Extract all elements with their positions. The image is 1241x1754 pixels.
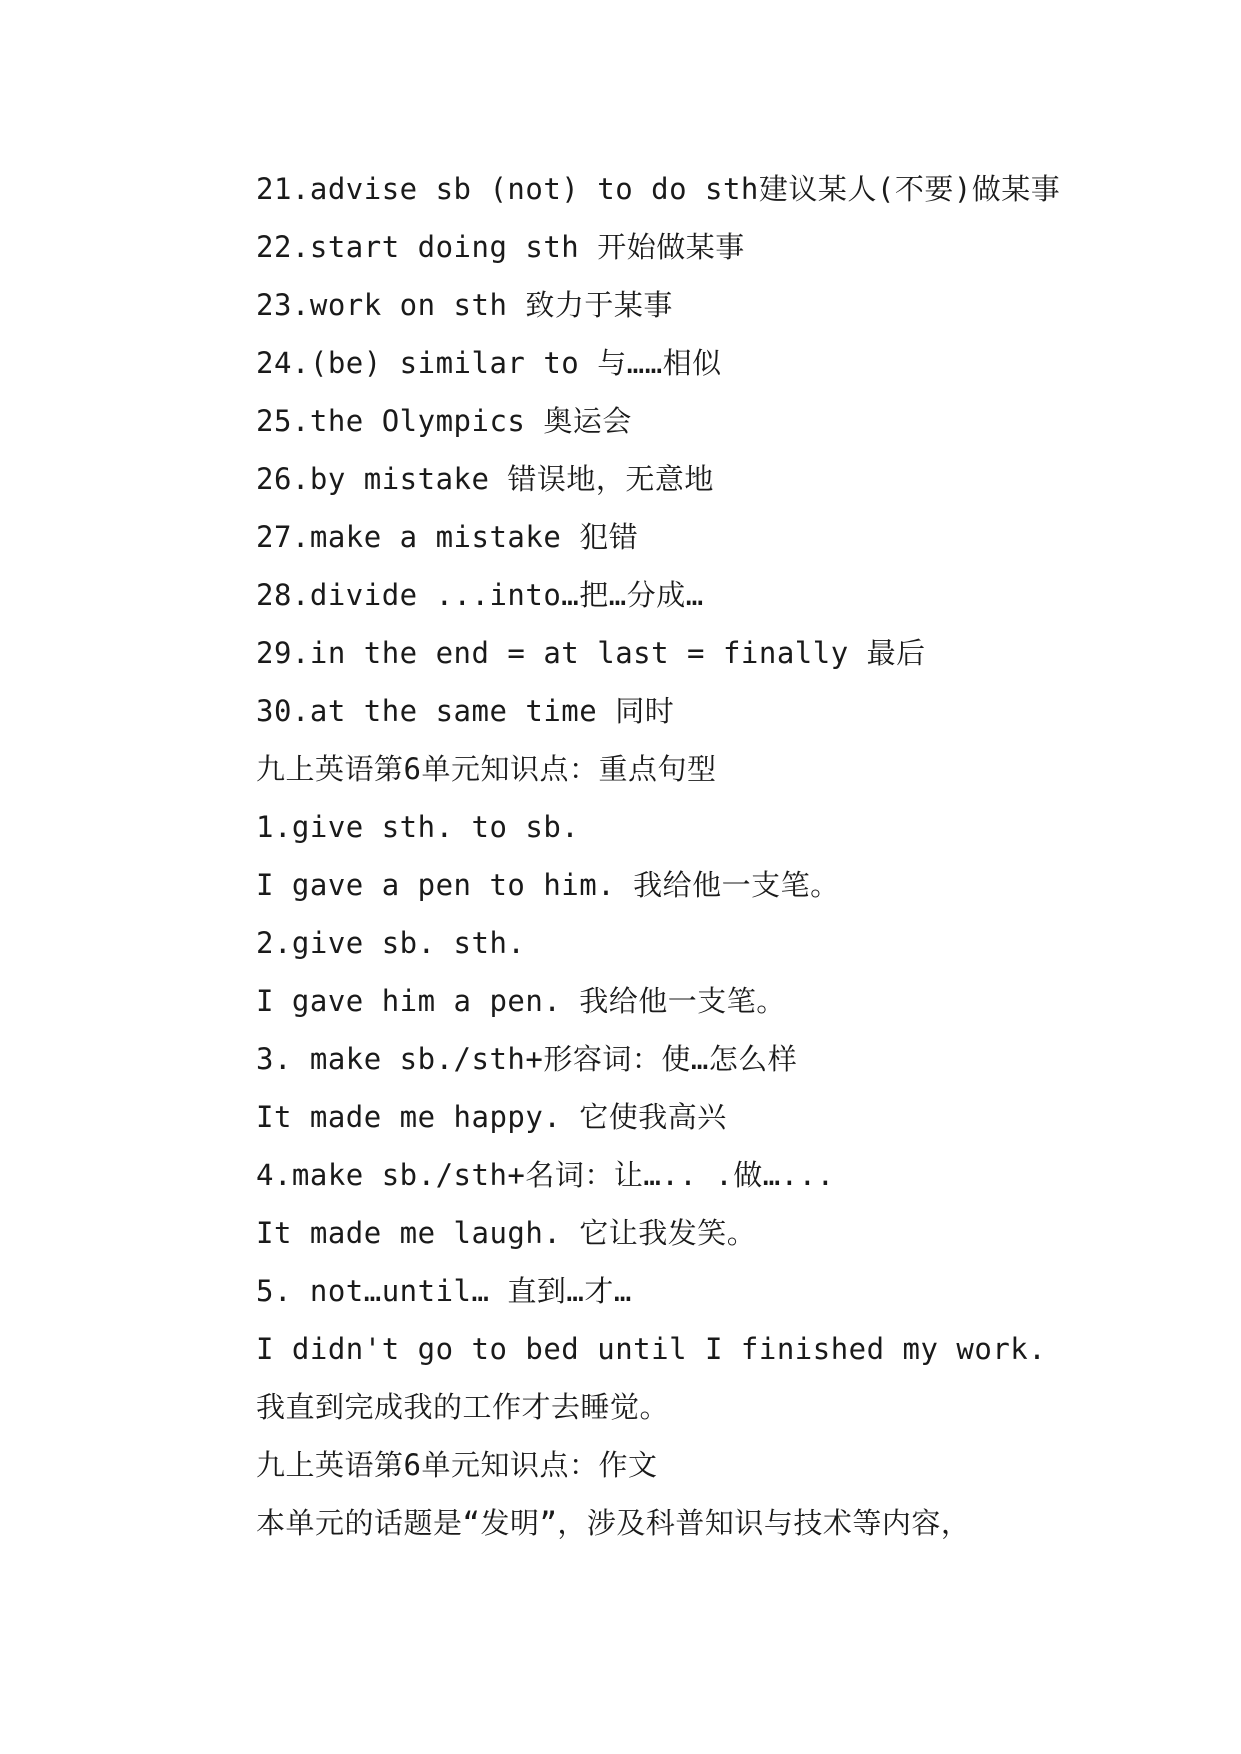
- example-line-5-english: I didn't go to bed until I finished my work.: [256, 1332, 1047, 1366]
- phrase-line-23: 23.work on sth 致力于某事: [256, 288, 673, 322]
- phrase-line-25: 25.the Olympics 奥运会: [256, 404, 632, 438]
- phrase-line-24: 24.(be) similar to 与……相似: [256, 346, 722, 380]
- phrase-line-26: 26.by mistake 错误地，无意地: [256, 462, 714, 496]
- example-line-2: I gave him a pen. 我给他一支笔。: [256, 984, 786, 1018]
- example-line-4: It made me laugh. 它让我发笑。: [256, 1216, 757, 1250]
- document-body: [256, 160, 1156, 1552]
- example-line-5-chinese: 我直到完成我的工作才去睡觉。: [256, 1390, 670, 1424]
- phrase-line-28: 28.divide ...into…把…分成…: [256, 578, 704, 612]
- composition-intro-line: 本单元的话题是“发明”，涉及科普知识与技术等内容，: [256, 1506, 971, 1540]
- pattern-line-4: 4.make sb./sth+名词：让….. .做…...: [256, 1158, 835, 1192]
- pattern-line-3: 3. make sb./sth+形容词：使…怎么样: [256, 1042, 798, 1076]
- pattern-line-5: 5. not…until… 直到…才…: [256, 1274, 632, 1308]
- phrase-line-30: 30.at the same time 同时: [256, 694, 675, 728]
- pattern-line-2: 2.give sb. sth.: [256, 926, 526, 960]
- phrase-line-27: 27.make a mistake 犯错: [256, 520, 639, 554]
- section-heading-composition: 九上英语第6单元知识点：作文: [256, 1448, 658, 1482]
- section-heading-sentence-patterns: 九上英语第6单元知识点：重点句型: [256, 752, 717, 786]
- phrase-line-22: 22.start doing sth 开始做某事: [256, 230, 745, 264]
- example-line-1: I gave a pen to him. 我给他一支笔。: [256, 868, 840, 902]
- phrase-line-21: 21.advise sb (not) to do sth建议某人(不要)做某事: [256, 172, 1061, 206]
- phrase-line-29: 29.in the end = at last = finally 最后: [256, 636, 926, 670]
- example-line-3: It made me happy. 它使我高兴: [256, 1100, 727, 1134]
- pattern-line-1: 1.give sth. to sb.: [256, 810, 580, 844]
